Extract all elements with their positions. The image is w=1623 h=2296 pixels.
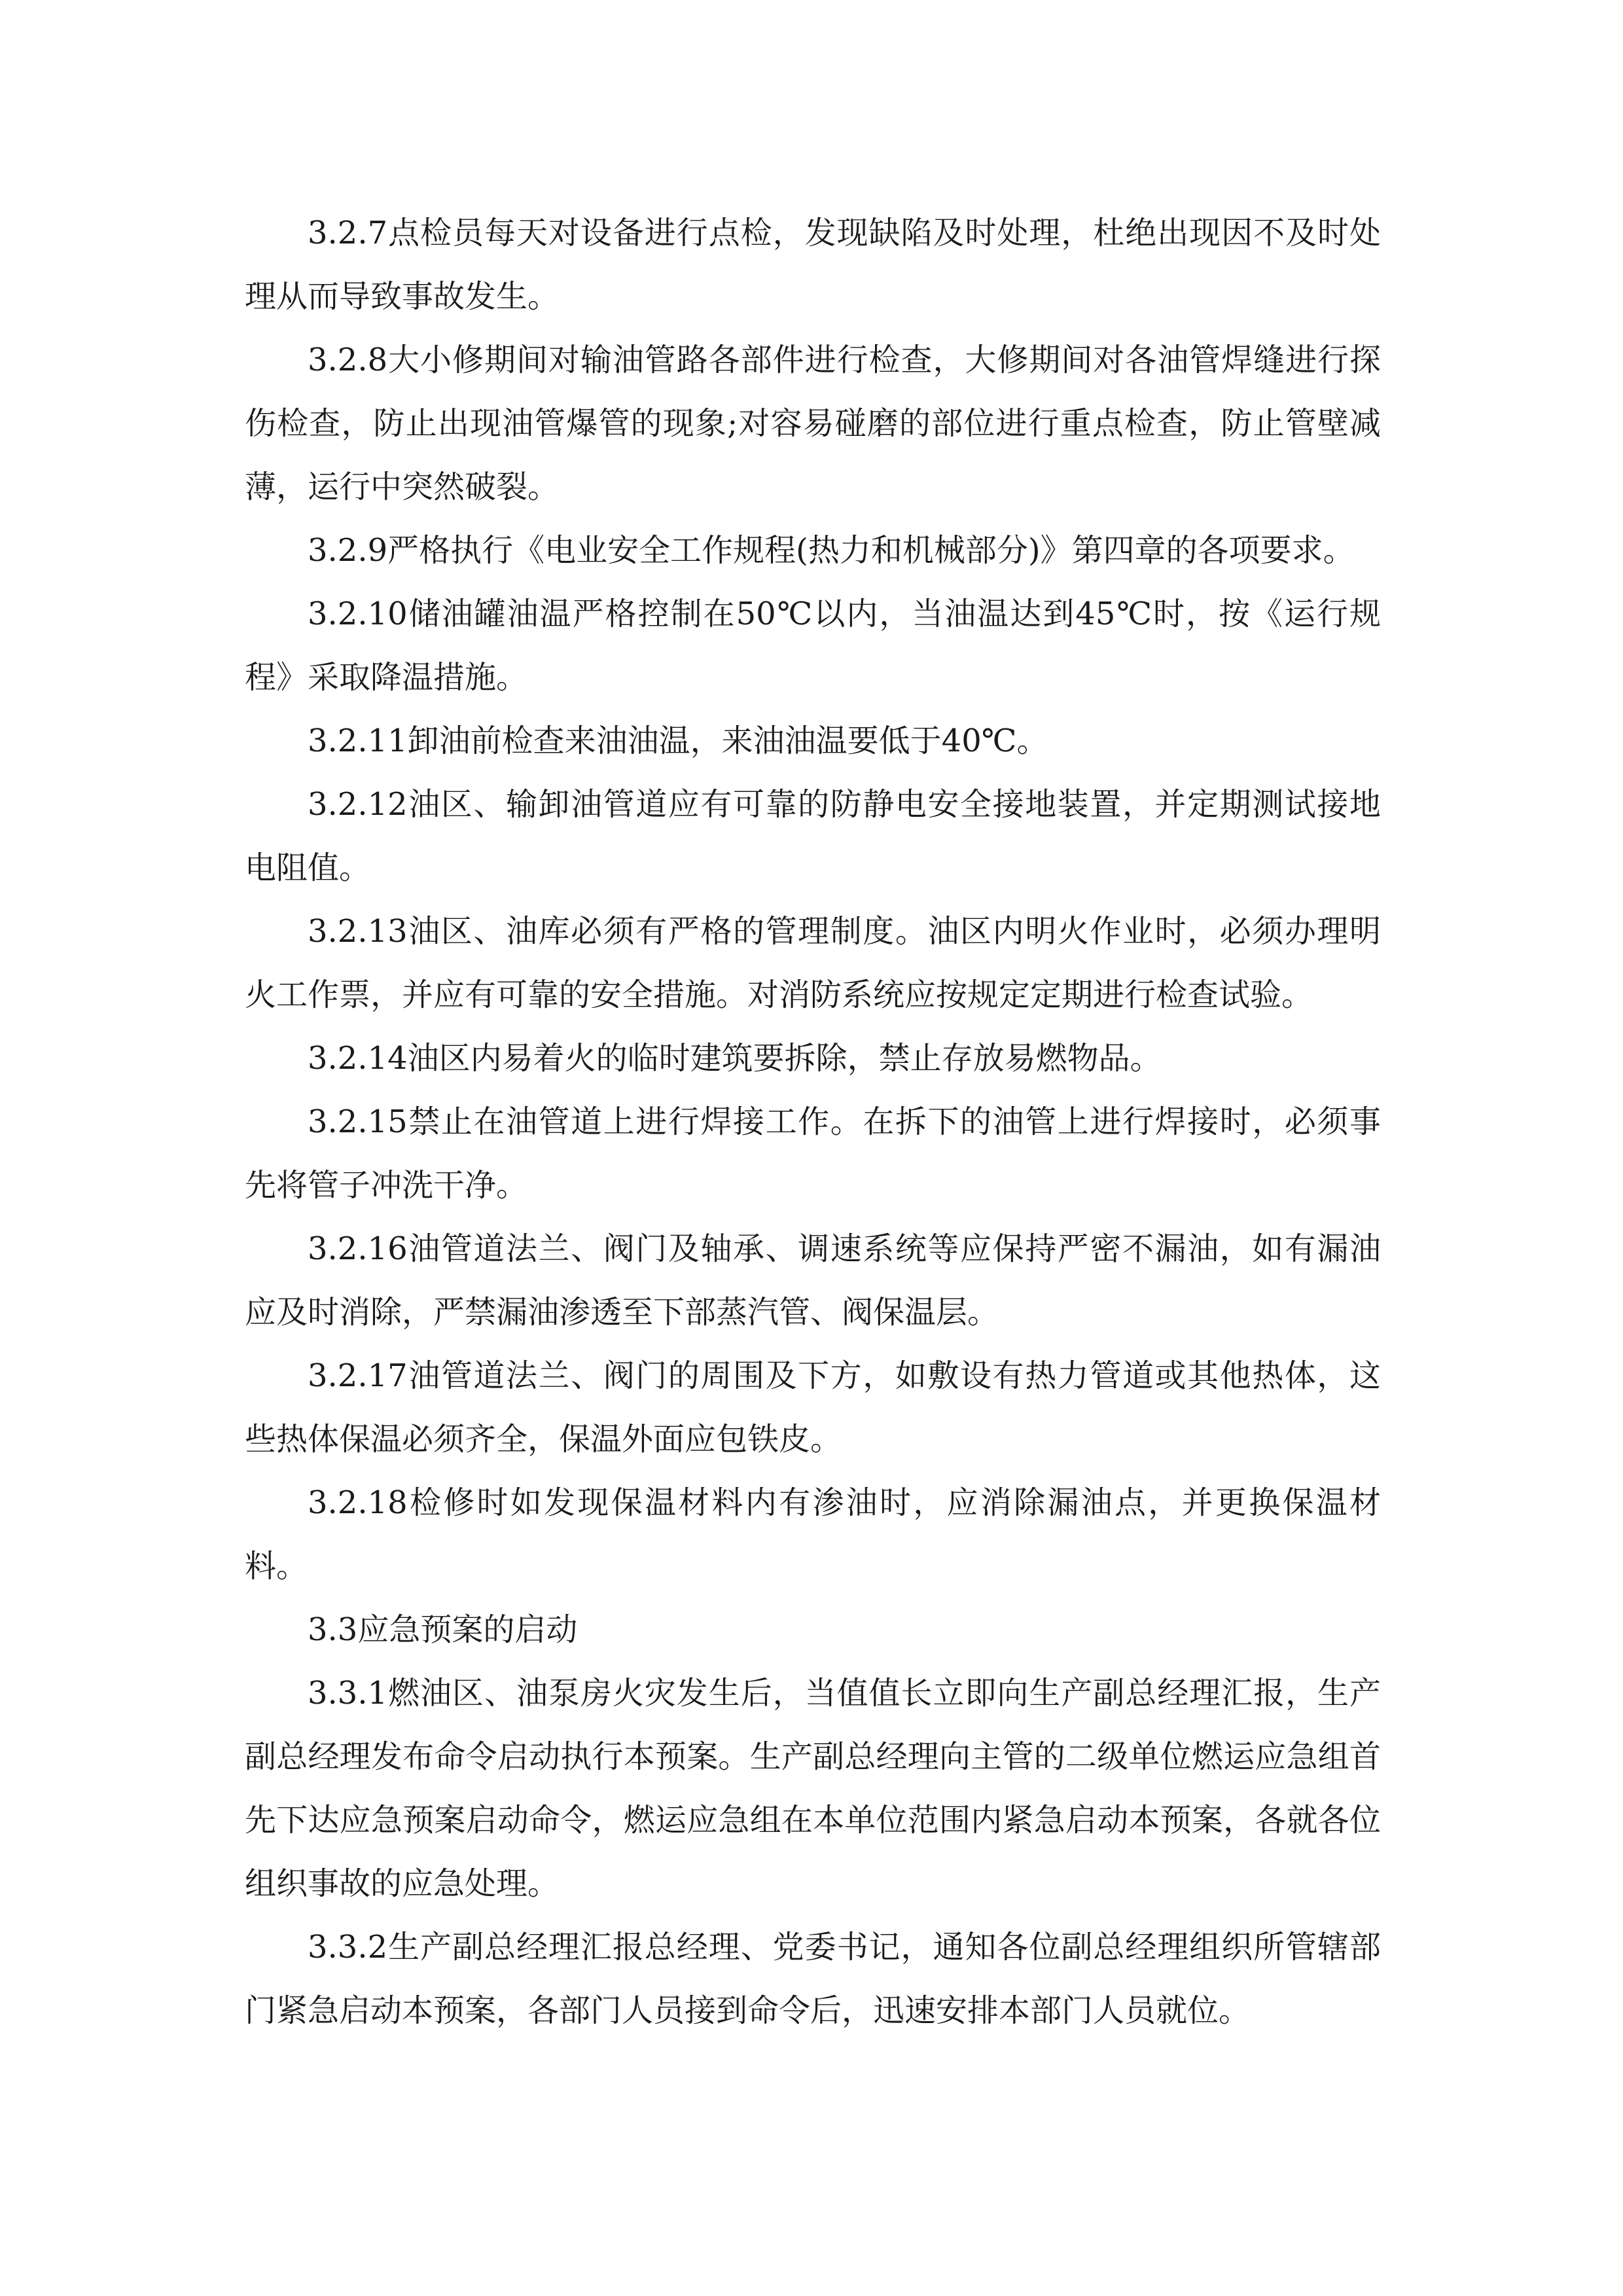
paragraph-3-2-10: 3.2.10储油罐油温严格控制在50℃以内，当油温达到45℃时，按《运行规程》采取降温措施。 — [245, 596, 1381, 696]
paragraph-3-2-17: 3.2.17油管道法兰、阀门的周围及下方，如敷设有热力管道或其他热体，这些热体保温必须齐全，保温外面应包铁皮。 — [245, 1357, 1381, 1458]
paragraph-3-2-12: 3.2.12油区、输卸油管道应有可靠的防静电安全接地装置，并定期测试接地电阻值。 — [245, 786, 1381, 886]
paragraph-3-2-13: 3.2.13油区、油库必须有严格的管理制度。油区内明火作业时，必须办理明火工作票，并应有可靠的安全措施。对消防系统应按规定定期进行检查试验。 — [245, 913, 1381, 1013]
paragraph-3-2-11: 3.2.11卸油前检查来油油温，来油油温要低于40℃。 — [308, 723, 1048, 759]
paragraph-3-2-18: 3.2.18检修时如发现保温材料内有渗油时，应消除漏油点，并更换保温材料。 — [245, 1484, 1381, 1585]
paragraph-3-3-1: 3.3.1燃油区、油泵房火灾发生后，当值值长立即向生产副总经理汇报，生产副总经理发布命令启动执行本预案。生产副总经理向主管的二级单位燃运应急组首先下达应急预案启动命令，燃运应急组在本单位范围内紧急启动本预案，各就各位组织事故的应急处理。 — [245, 1675, 1381, 1902]
paragraph-3-2-9: 3.2.9严格执行《电业安全工作规程(热力和机械部分)》第四章的各项要求。 — [308, 532, 1355, 569]
paragraph-3-2-7: 3.2.7点检员每天对设备进行点检，发现缺陷及时处理，杜绝出现因不及时处理从而导致事故发生。 — [245, 215, 1381, 315]
section-heading-3-3: 3.3应急预案的启动 — [308, 1611, 578, 1648]
paragraph-3-2-8: 3.2.8大小修期间对输油管路各部件进行检查，大修期间对各油管焊缝进行探伤检查，防止出现油管爆管的现象;对容易碰磨的部位进行重点检查，防止管壁减薄，运行中突然破裂。 — [245, 342, 1381, 505]
paragraph-3-2-16: 3.2.16油管道法兰、阀门及轴承、调速系统等应保持严密不漏油，如有漏油应及时消除，严禁漏油渗透至下部蒸汽管、阀保温层。 — [245, 1230, 1381, 1331]
paragraph-3-3-2: 3.3.2生产副总经理汇报总经理、党委书记，通知各位副总经理组织所管辖部门紧急启动本预案，各部门人员接到命令后，迅速安排本部门人员就位。 — [245, 1929, 1381, 2029]
paragraph-3-2-14: 3.2.14油区内易着火的临时建筑要拆除，禁止存放易燃物品。 — [308, 1040, 1162, 1077]
paragraph-3-2-15: 3.2.15禁止在油管道上进行焊接工作。在拆下的油管上进行焊接时，必须事先将管子冲洗干净。 — [245, 1103, 1381, 1204]
document-body — [245, 202, 1381, 2043]
